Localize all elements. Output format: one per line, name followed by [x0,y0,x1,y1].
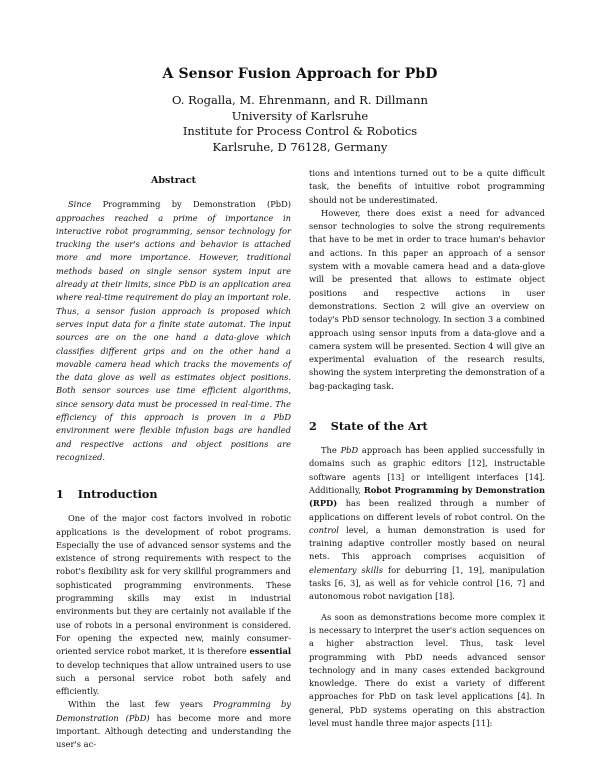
intro-number: 1 [56,487,64,502]
s1d: Robot Programming by Demonstration (RPD) [309,484,545,509]
intro-p2-pbd: Programming by Demonstration (PbD) [56,699,291,723]
s1i: for deburring [1, 19], manipulation tasks [6, 3], as well as for vehicle control [16, 7] and autonomous robot navigation [18]. [309,564,546,602]
abstract-since: Since [68,199,92,210]
intro-p2-end: has become more and more important. Although detecting and understanding the user's ac- [56,712,291,750]
university: University of Karlsruhe [231,108,369,123]
location: Karlsruhe, D 76128, Germany [212,139,388,154]
s1h: elementary skills [309,564,384,575]
s1c: approach has been applied successfully in domains such as graphic editors [12], instructable software agents [13] or intelligent interfaces [14]. Additionally, [309,445,545,495]
paper-title: A Sensor Fusion Approach for PbD [162,66,438,82]
s1b: PbD [340,445,359,456]
state-number: 2 [309,419,317,434]
right-paragraph-0: tions and intentions turned out to be a quite difficult task, the benefits of intuitive robot programming should not be underestimated. [309,168,545,205]
state-heading [309,416,545,436]
intro-paragraph-1 [56,512,291,698]
intro-paragraph-2 [56,698,291,751]
intro-p1-text: One of the major cost factors involved in robotic applications is the development of robot programs. Especially the use of advanced sensor systems and the existence of strong requirements with respect to the robot's flexibility ask for very skillful programmers and sophisticated programming environments. These programming skills may exist in industrial environments but they are certainly not available if the use of robots in a personal environment is considered. For opening the expected new, mainly consumer-oriented service robot market, it is therefore [56,513,291,657]
author-block [0,93,600,155]
abstract-pbd: Programming by Demonstration (PbD) [102,199,292,210]
right-paragraph-1: However, there does exist a need for advanced sensor technologies to solve the strong requirements that have to be met in order to trace human's behavior and actions. In this paper an approach of a sensor system with a movable camera head and a data-glove will be presented that allows to estimate object positions and respective actions in user demonstrations. Section 2 will give an overview on today's PbD sensor technology. In section 3 a combined approach using sensor inputs from a data-glove and a camera system will be presented. Section 4 will give an experimental evaluation of the research results, showing the system interpreting the demonstration of a bag-packaging task. [309,207,545,391]
right-column [309,167,545,730]
state-paragraph-2: As soon as demonstrations become more complex it is necessary to interpret the user's action sequences on a higher abstraction level. Thus, task level programming with PbD needs advanced sensor technology and in many cases extended background knowledge. There do exist a variety of different approaches for PbD on task level applications [4]. In general, PbD systems operating on this abstraction level must handle three major aspects [11]: [309,611,545,728]
state-title: State of the Art [330,419,428,434]
authors: O. Rogalla, M. Ehrenmann, and R. Dillmann [172,93,428,107]
institute: Institute for Process Control & Robotics [182,124,418,139]
s1e: has been realized through a number of applications on different levels of robot control. On the [309,498,545,522]
s1a: The [321,445,337,456]
intro-title: Introduction [77,487,158,502]
intro-p1-essential: essential [249,646,291,657]
intro-p2-start: Within the last few years [68,699,203,710]
abstract-body: approaches reached a prime of importance in interactive robot programming, sensor technology for tracking the user's actions and behavior is attached more and more importance. However, traditional methods based on single sensor system input are already at their limits, since PbD is an application area where real-time requirement do play an important role. Thus, a sensor fusion approach is proposed which serves input data for a finite state automat. The input sources are on the one hand a data-glove which classifies different grips and on the other hand a movable camera head which tracks the movements of the data glove as well as estimates object positions. Both sensor sources use time efficient algorithms, since sensory data must be processed in real-time. The efficiency of this approach is proven in a PbD environment were flexible infusion bags are handled and respective actions and object positions are recognized. [56,212,291,462]
left-column [56,174,291,752]
abstract-heading: Abstract [150,175,197,186]
abstract-text [56,198,291,464]
intro-p1-end: to develop techniques that allow untrained users to use such a personal service robot both safely and efficiently. [56,659,291,697]
s1f: control [309,524,339,535]
s1g: level, a human demonstration is used for training adaptive controller mostly based on neural nets. This approach comprises acquisition of [309,524,546,562]
state-paragraph-1 [309,444,545,604]
intro-heading [56,484,291,504]
